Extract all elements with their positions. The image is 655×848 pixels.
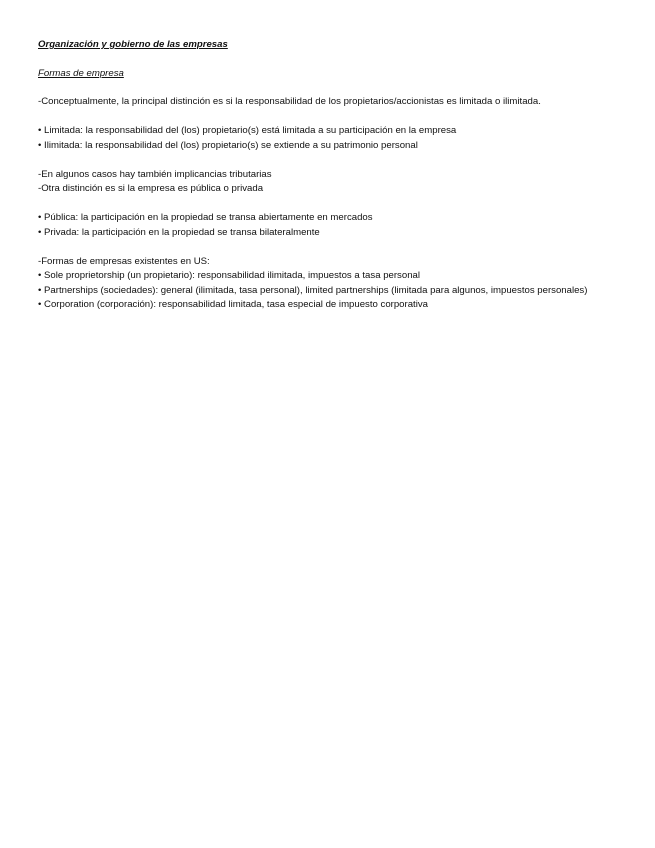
bullet-corporation: • Corporation (corporación): responsabilidad limitada, tasa especial de impuesto corporativa: [38, 298, 617, 313]
document-title: Organización y gobierno de las empresas: [38, 39, 228, 50]
bullet-ilimitada: • Ilimitada: la responsabilidad del (los) propietario(s) se extiende a su patrimonio personal: [38, 139, 617, 154]
paragraph-distinction: -Conceptualmente, la principal distinción es si la responsabilidad de los propietarios/accionistas es limitada o ilimitada.: [38, 96, 541, 107]
bullet-partnerships: • Partnerships (sociedades): general (ilimitada, tasa personal), limited partnerships (limitada para algunos, impuestos personales): [38, 284, 617, 299]
document-page: [38, 38, 617, 313]
paragraph-formas-us: -Formas de empresas existentes en US:: [38, 255, 210, 267]
bullet-limitada: • Limitada: la responsabilidad del (los) propietario(s) está limitada a su participación en la empresa: [38, 124, 617, 139]
section-subtitle: Formas de empresa: [38, 67, 124, 79]
paragraph-tributarias: -En algunos casos hay también implicancias tributarias: [38, 168, 272, 180]
bullet-privada: • Privada: la participación en la propiedad se transa bilateralmente: [38, 226, 617, 241]
spacer: [38, 110, 617, 125]
spacer: [38, 197, 617, 212]
spacer: [38, 153, 617, 168]
bullet-publica: • Pública: la participación en la propiedad se transa abiertamente en mercados: [38, 211, 617, 226]
bullet-sole-proprietorship: • Sole proprietorship (un propietario): responsabilidad ilimitada, impuestos a tasa personal: [38, 269, 617, 284]
spacer: [38, 240, 617, 255]
paragraph-publica-privada: -Otra distinción es si la empresa es pública o privada: [38, 183, 264, 194]
